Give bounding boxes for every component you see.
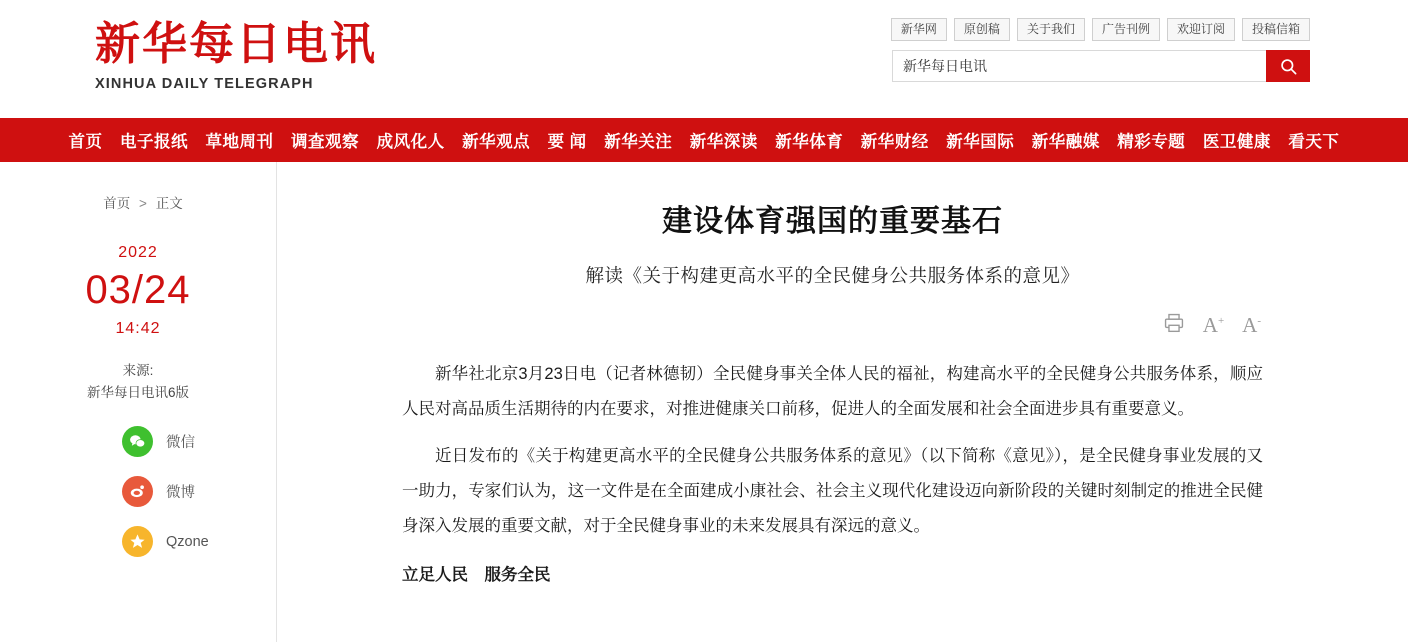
page-title: 建设体育强国的重要基石 (662, 204, 1003, 239)
nav-item-3[interactable]: 调查观察 (291, 133, 360, 151)
nav-item-15[interactable]: 看天下 (1288, 133, 1340, 151)
font-increase-button[interactable]: A+ (1202, 313, 1225, 337)
nav-item-10[interactable]: 新华财经 (860, 133, 929, 151)
top-links (891, 18, 1310, 41)
top-link-4[interactable]: 欢迎订阅 (1167, 18, 1235, 41)
share-list (0, 426, 276, 557)
breadcrumb-home[interactable]: 首页 (103, 196, 131, 211)
share-weibo-label: 微博 (166, 485, 195, 501)
publish-monthday: 03/24 (85, 268, 191, 312)
top-link-5[interactable]: 投稿信箱 (1242, 18, 1310, 41)
article-subtitle: 解读《关于构建更高水平的全民健身公共服务体系的意见》 (585, 265, 1080, 286)
site-header (0, 0, 1408, 118)
weibo-icon (122, 476, 153, 507)
article-paragraph-0: 新华社北京3月23日电（记者林德韧）全民健身事关全体人民的福祉，构建高水平的全民健身公共服务体系，顺应人民对高品质生活期待的内在要求，对推进健康关口前移，促进人的全面发展和社会全面进步具有重要意义。 (402, 365, 1263, 418)
top-link-0[interactable]: 新华网 (891, 18, 947, 41)
nav-item-5[interactable]: 新华观点 (462, 133, 531, 151)
breadcrumb-separator: > (139, 196, 147, 211)
nav-item-0[interactable]: 首页 (68, 133, 103, 151)
share-qzone-label: Qzone (166, 533, 209, 550)
article-source (0, 360, 276, 404)
top-link-2[interactable]: 关于我们 (1017, 18, 1085, 41)
nav-item-4[interactable]: 成风化人 (376, 133, 445, 151)
nav-item-9[interactable]: 新华体育 (775, 133, 844, 151)
nav-item-8[interactable]: 新华深读 (689, 133, 758, 151)
source-label: 来源: (122, 363, 154, 378)
article-paragraph-1: 近日发布的《关于构建更高水平的全民健身公共服务体系的意见》（以下简称《意见》），是全民健身事业发展的又一助力，专家们认为，这一文件是在全面建成小康社会、社会主义现代化建设迈向新阶段的关键时刻制定的推进全民健身深入发展的重要文献，对于全民健身事业的未来发展具有深远的意义。 (402, 447, 1263, 535)
nav-item-12[interactable]: 新华融媒 (1031, 133, 1100, 151)
nav-item-13[interactable]: 精彩专题 (1117, 133, 1186, 151)
publish-date (0, 244, 276, 338)
search-bar (892, 50, 1310, 82)
top-link-1[interactable]: 原创稿 (954, 18, 1010, 41)
page-body (0, 162, 1408, 642)
share-weibo[interactable] (122, 476, 276, 507)
breadcrumb (0, 192, 276, 212)
wechat-icon (122, 426, 153, 457)
nav-item-2[interactable]: 草地周刊 (205, 133, 274, 151)
print-icon[interactable] (1163, 312, 1185, 339)
share-wechat-label: 微信 (166, 435, 195, 451)
publish-year: 2022 (118, 244, 158, 261)
share-qzone[interactable] (122, 526, 276, 557)
site-logo[interactable] (95, 17, 378, 92)
qzone-icon (122, 526, 153, 557)
article-tools (402, 312, 1263, 339)
nav-item-14[interactable]: 医卫健康 (1202, 133, 1271, 151)
logo-title-cn: 新华每日电讯 (95, 17, 378, 70)
article-section-heading: 立足人民 服务全民 (402, 566, 551, 584)
publish-time: 14:42 (115, 320, 161, 337)
nav-item-6[interactable]: 要 闻 (547, 133, 587, 151)
breadcrumb-current: 正文 (155, 196, 183, 211)
main-nav (0, 118, 1408, 162)
nav-item-1[interactable]: 电子报纸 (120, 133, 189, 151)
top-link-3[interactable]: 广告刊例 (1092, 18, 1160, 41)
logo-title-en: XINHUA DAILY TELEGRAPH (95, 76, 314, 92)
search-icon (1279, 57, 1298, 76)
article-content (277, 162, 1408, 642)
share-wechat[interactable] (122, 426, 276, 457)
search-button[interactable] (1266, 50, 1310, 82)
nav-item-7[interactable]: 新华关注 (604, 133, 673, 151)
article-sidebar (0, 162, 277, 642)
search-input[interactable] (892, 50, 1266, 82)
source-value: 新华每日电讯6版 (86, 385, 189, 400)
nav-item-11[interactable]: 新华国际 (946, 133, 1015, 151)
article-body (402, 357, 1263, 593)
font-decrease-button[interactable]: A- (1242, 313, 1261, 337)
